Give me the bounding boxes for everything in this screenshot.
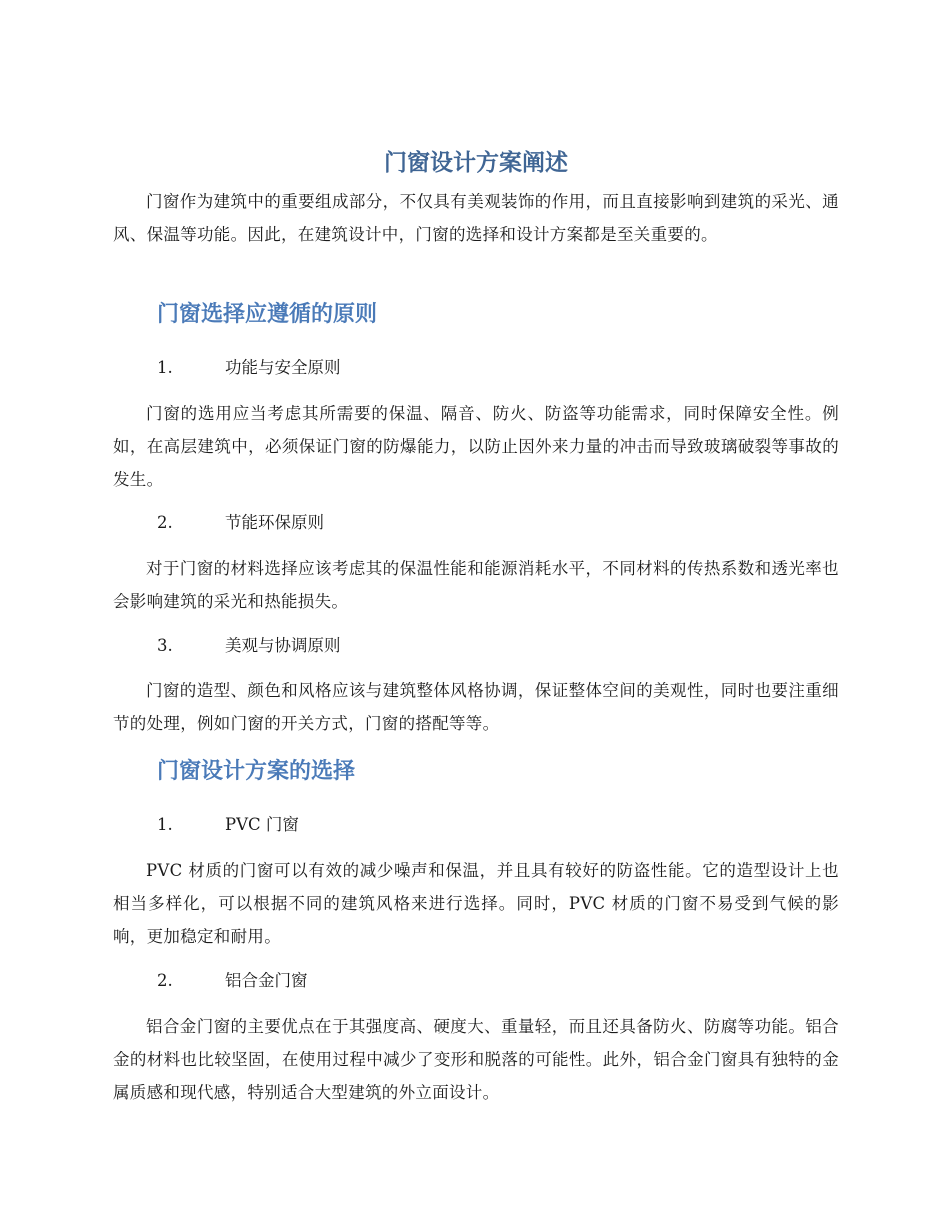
paragraph-aluminum: 铝合金门窗的主要优点在于其强度高、硬度大、重量轻，而且还具备防火、防腐等功能。铝合金的材料也比较坚固，在使用过程中减少了变形和脱落的可能性。此外，铝合金门窗具有独特的金属质感和现代感，特别适合大型建筑的外立面设计。 bbox=[113, 1017, 839, 1102]
list-item-energy-saving bbox=[157, 508, 324, 538]
list-number: 1. bbox=[157, 815, 173, 834]
paragraph-aesthetics: 门窗的造型、颜色和风格应该与建筑整体风格协调，保证整体空间的美观性，同时也要注重细节的处理，例如门窗的开关方式，门窗的搭配等等。 bbox=[113, 681, 839, 733]
list-label: 功能与安全原则 bbox=[225, 358, 341, 377]
paragraph-pvc: PVC 材质的门窗可以有效的减少噪声和保温，并且具有较好的防盗性能。它的造型设计上也相当多样化，可以根据不同的建筑风格来进行选择。同时，PVC 材质的门窗不易受到气候的影响，更加稳定和耐用。 bbox=[113, 861, 839, 946]
paragraph-energy-saving: 对于门窗的材料选择应该考虑其的保温性能和能源消耗水平，不同材料的传热系数和透光率也会影响建筑的采光和热能损失。 bbox=[113, 559, 839, 611]
list-number: 3. bbox=[157, 636, 173, 655]
list-label: 美观与协调原则 bbox=[225, 636, 341, 655]
section-heading-principles: 门窗选择应遵循的原则 bbox=[157, 302, 378, 327]
document-title: 门窗设计方案阐述 bbox=[384, 150, 568, 176]
paragraph-function-safety: 门窗的选用应当考虑其所需要的保温、隔音、防火、防盗等功能需求，同时保障安全性。例如，在高层建筑中，必须保证门窗的防爆能力，以防止因外来力量的冲击而导致玻璃破裂等事故的发生。 bbox=[113, 404, 839, 489]
list-item-aluminum bbox=[157, 966, 308, 996]
list-item-aesthetics bbox=[157, 631, 341, 661]
list-item-pvc bbox=[157, 810, 299, 840]
list-item-function-safety bbox=[157, 353, 341, 383]
list-number: 2. bbox=[157, 513, 173, 532]
list-label: PVC 门窗 bbox=[225, 815, 299, 834]
list-label: 节能环保原则 bbox=[225, 513, 324, 532]
intro-paragraph: 门窗作为建筑中的重要组成部分，不仅具有美观装饰的作用，而且直接影响到建筑的采光、通风、保温等功能。因此，在建筑设计中，门窗的选择和设计方案都是至关重要的。 bbox=[113, 192, 839, 244]
list-number: 1. bbox=[157, 358, 173, 377]
section-heading-design-options: 门窗设计方案的选择 bbox=[157, 759, 356, 784]
list-label: 铝合金门窗 bbox=[225, 971, 308, 990]
list-number: 2. bbox=[157, 971, 173, 990]
